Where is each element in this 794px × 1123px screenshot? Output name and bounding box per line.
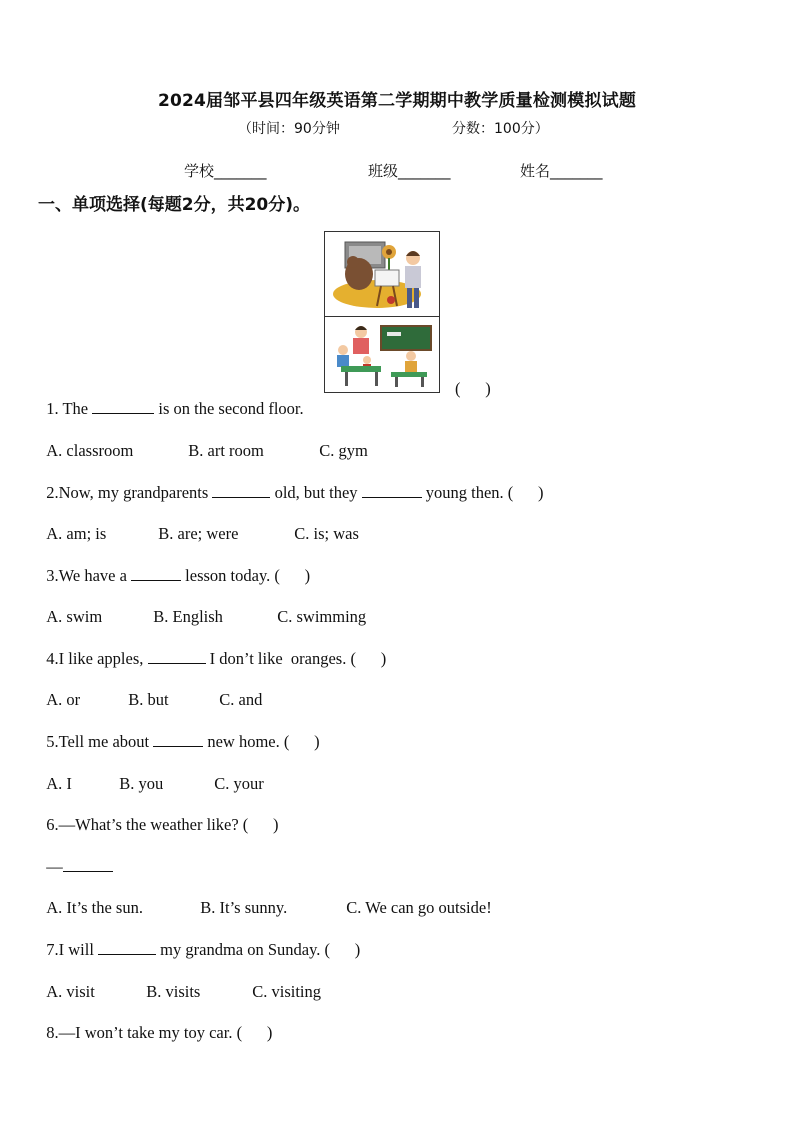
option-a[interactable]: A. It’s the sun.: [46, 898, 143, 917]
question-text: 4.I like apples,: [46, 649, 148, 668]
exam-title: 2024届邹平县四年级英语第二学期期中教学质量检测模拟试题: [157, 91, 637, 111]
options-6: [38, 878, 492, 918]
dash-prefix: —: [46, 857, 63, 876]
question-text: 2.Now, my grandparents: [46, 483, 213, 502]
option-b[interactable]: B. but: [128, 690, 169, 709]
question-text: old, but they: [270, 483, 362, 502]
question-text: 7.I will: [46, 940, 99, 959]
question-1: [38, 379, 304, 419]
answer-blank[interactable]: [212, 483, 270, 498]
question-8: [38, 1003, 272, 1043]
answer-blank[interactable]: [98, 940, 156, 955]
option-b[interactable]: B. English: [153, 607, 223, 626]
options-5: [38, 754, 264, 794]
option-a[interactable]: A. classroom: [46, 441, 134, 460]
option-c[interactable]: C. gym: [319, 441, 368, 460]
school-field[interactable]: 学校_______: [184, 162, 267, 180]
exam-score: 分数：100分）: [452, 121, 549, 137]
option-a[interactable]: A. swim: [46, 607, 103, 626]
question-3: [38, 546, 310, 586]
classroom-picture: [331, 322, 435, 388]
question-text: 6.—What’s the weather like? ( ): [46, 815, 279, 834]
option-c[interactable]: C. and: [219, 690, 263, 709]
option-c[interactable]: C. visiting: [252, 982, 322, 1001]
question-text: I don’t like oranges. ( ): [205, 649, 387, 668]
question-text: 1. The: [46, 399, 93, 418]
question-text: my grandma on Sunday. ( ): [156, 940, 361, 959]
name-field[interactable]: 姓名_______: [520, 162, 603, 180]
answer-paren[interactable]: ( ): [455, 379, 491, 398]
option-b[interactable]: B. you: [119, 774, 164, 793]
question-text: is on the second floor.: [154, 399, 304, 418]
art-room-picture: [331, 236, 435, 312]
answer-blank[interactable]: [362, 483, 422, 498]
option-c[interactable]: C. your: [214, 774, 264, 793]
question-text: young then. ( ): [421, 483, 544, 502]
options-2: [38, 504, 359, 544]
options-3: [38, 587, 366, 627]
option-a[interactable]: A. I: [46, 774, 72, 793]
class-field[interactable]: 班级_______: [368, 162, 451, 180]
answer-blank[interactable]: [148, 649, 206, 664]
question-text: 5.Tell me about: [46, 732, 154, 751]
option-a[interactable]: A. or: [46, 690, 81, 709]
option-b[interactable]: B. art room: [188, 441, 264, 460]
question-2: [38, 463, 544, 503]
option-a[interactable]: A. visit: [46, 982, 95, 1001]
answer-blank[interactable]: [153, 732, 203, 747]
question-illustration: [324, 231, 440, 393]
options-4: [38, 670, 262, 710]
answer-line-6: [38, 837, 113, 877]
question-text: new home. ( ): [203, 732, 320, 751]
answer-blank[interactable]: [63, 857, 113, 872]
option-c[interactable]: C. We can go outside!: [346, 898, 492, 917]
options-1: [38, 421, 368, 461]
question-7: [38, 920, 360, 960]
exam-time: （时间：90分钟: [238, 121, 340, 137]
option-a[interactable]: A. am; is: [46, 524, 107, 543]
question-5: [38, 712, 320, 752]
answer-blank[interactable]: [92, 399, 154, 414]
question-text: 8.—I won’t take my toy car. ( ): [46, 1023, 273, 1042]
question-text: lesson today. ( ): [181, 566, 311, 585]
question-6: [38, 795, 279, 835]
section-title: 一、单项选择(每题2分，共20分)。: [38, 195, 311, 215]
options-7: [38, 962, 321, 1002]
option-b[interactable]: B. visits: [146, 982, 201, 1001]
answer-blank[interactable]: [131, 566, 181, 581]
option-b[interactable]: B. It’s sunny.: [200, 898, 288, 917]
option-c[interactable]: C. swimming: [277, 607, 367, 626]
question-4: [38, 629, 386, 669]
option-b[interactable]: B. are; were: [158, 524, 239, 543]
question-text: 3.We have a: [46, 566, 132, 585]
option-c[interactable]: C. is; was: [294, 524, 359, 543]
